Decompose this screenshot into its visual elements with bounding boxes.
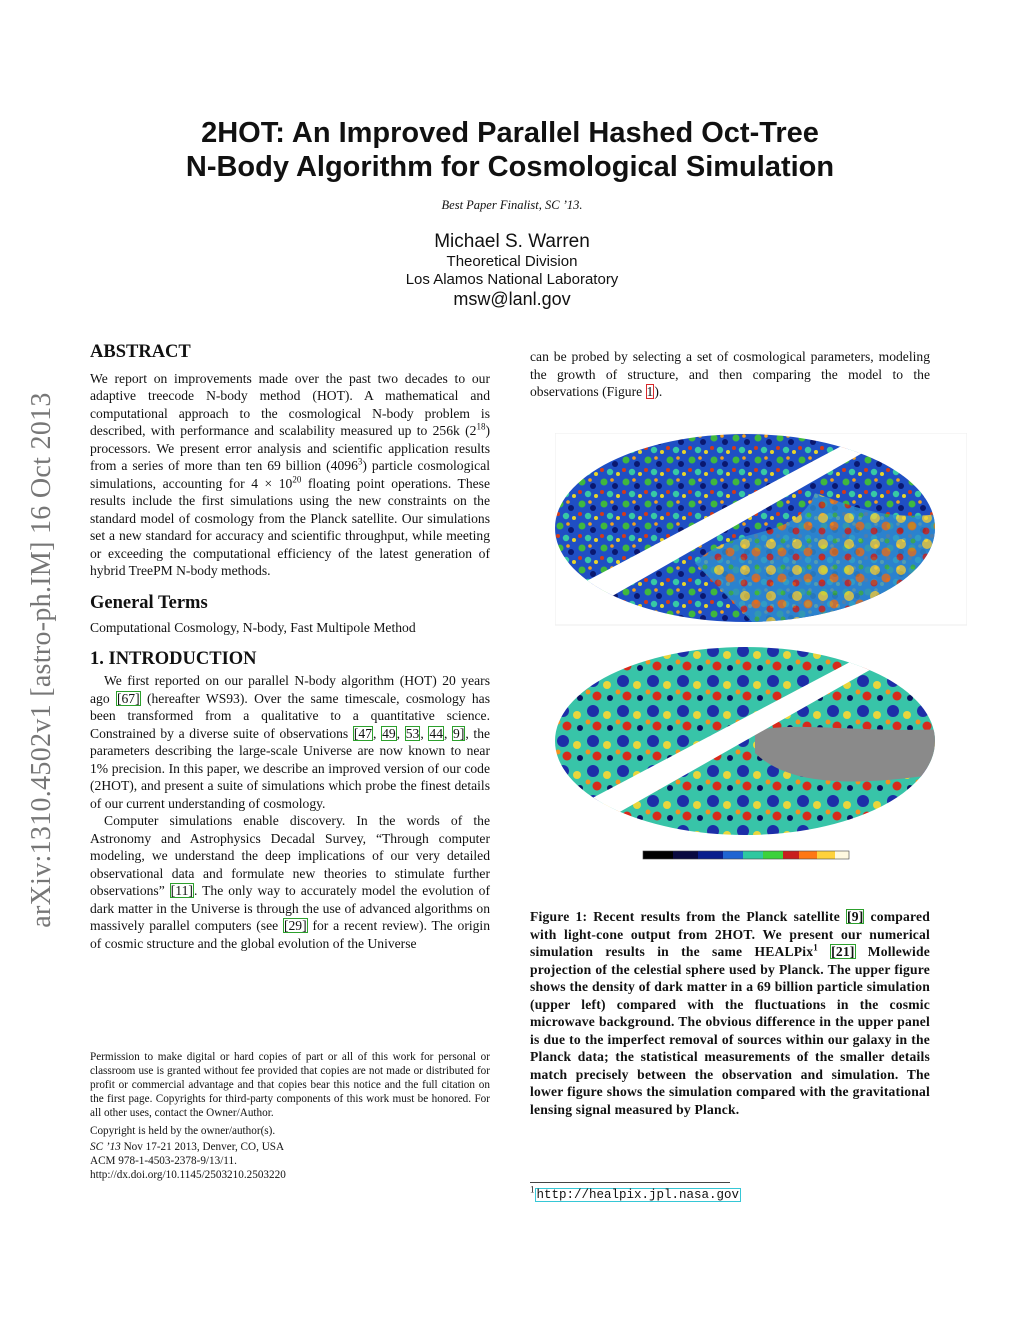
copyright-line: Copyright is held by the owner/author(s). (90, 1125, 276, 1137)
caption-citation-9[interactable]: [9] (847, 909, 864, 924)
intro-paragraph-1: We first reported on our parallel N-body algorithm (HOT) 20 years ago [67] (hereafter WS93). Over the same timescale, cosmology has been transformed from a qualitative to a quantitative science. Constrained by a diverse suite of observations [47, 49, 53, 44, 9], the parameters describing the large-scale Universe are now known to near 1% precision. In this paper, we describe an improved version of our code (2HOT), and present a suite of simulations which probe the finest details of our current understanding of cosmology. (90, 673, 491, 811)
author-lab: Los Alamos National Laboratory (405, 271, 619, 288)
abstract-heading: ABSTRACT (90, 342, 191, 362)
figure-1 (555, 433, 967, 863)
abstract-text: We report on improvements made over the past two decades to our adaptive treecode N-body method (HOT). A mathematical and computational approach to the cosmological N-body problem is described, with performance and scalability measured up to 256k $(2^{18})$ processors. We present error analysis and scientific application results from a series of more than ten 69 billion (4096$^3$) particle cosmological simulations, accounting for $4 \times 10^{20}$ floating point operations. These results include the first simulations using the new constraints on the standard model of cosmology from the Planck satellite. Our simulations set a new standard for accuracy and scientific throughput, while meeting or exceeding the computational efficiency of the latest generation of hybrid TreePM N-body methods. (90, 370, 491, 578)
footnote-mark: 1 (813, 942, 818, 953)
citation-9[interactable]: 9] (453, 725, 465, 741)
general-terms-text: Computational Cosmology, N-body, Fast Multipole Method (90, 620, 416, 635)
intro-paragraph-2: Computer simulations enable discovery. In the words of the Astronomy and Astrophysics Decadal Survey, “Through computer modeling, we understand the deep implications of our very detailed observational data and formulate new theories to stimulate further observations” [11]. The only way to accurately model the evolution of dark matter in the Universe is through the use of advanced algorithms on massively parallel computers (see [29] for a recent review). The origin of cosmic structure and the global evolution of the Universe (90, 813, 491, 951)
award-note: Best Paper Finalist, SC ’13. (441, 198, 583, 212)
intro-heading: 1. INTRODUCTION (90, 648, 257, 669)
citation-53[interactable]: 53 (405, 725, 420, 741)
doi-line[interactable]: http://dx.doi.org/10.1145/2503210.2503220 (90, 1169, 286, 1181)
citation-44[interactable]: 44 (429, 725, 443, 741)
colorbar (643, 851, 849, 859)
title-line-2: N-Body Algorithm for Cosmological Simulation (185, 151, 835, 183)
footnote-rule (530, 1182, 730, 1183)
arxiv-id: arXiv:1310.4502v1 [astro-ph.IM] 16 Oct 2013 (26, 392, 57, 928)
figure-1-caption: Figure 1: Recent results from the Planck satellite [9] compared with light-cone output from 2HOT. We present our numerical simulation results in the same HEALPix$^1$ [21] Mollewide projection of the celestial sphere used by Planck. The upper figure shows the density of dark matter in a 69 billion particle simulation (upper left) compared with the fluctuations in the cosmic microwave background. The obvious difference in the upper panel is due to the imperfect removal of sources within our galaxy in the Planck data; the statistical measurements of the smaller details match precisely between the observation and simulation. The lower figure shows the simulation compared with the gravitational lensing signal measured by Planck. (530, 909, 930, 1117)
author-division: Theoretical Division (446, 253, 578, 270)
caption-citation-21[interactable]: [21] (831, 944, 855, 959)
lensing-map (555, 633, 945, 843)
citation-49[interactable]: 49 (382, 725, 396, 741)
acm-line: ACM 978-1-4503-2378-9/13/11. (90, 1155, 237, 1167)
left-column (90, 344, 490, 952)
author-block (0, 230, 1024, 310)
footnote (530, 1186, 741, 1202)
arxiv-stamp (18, 340, 66, 980)
footnote-number: 1 (530, 1184, 535, 1195)
paper-title (120, 116, 900, 184)
footnote-url[interactable]: http://healpix.jpl.nasa.gov (536, 1188, 740, 1202)
author-email[interactable]: msw@lanl.gov (453, 289, 571, 309)
permission-text: Permission to make digital or hard copies of part or all of this work for personal or classroom use is granted without fee provided that copies are not made or distributed for profit or commercial advantage and that copies bear this notice and the full citation on the first page. Copyrights for third-party components of this work must be honored. For all other uses, contact the Owner/Author. (90, 1051, 490, 1119)
right-column-top (530, 348, 930, 401)
citation-47[interactable]: [47 (353, 725, 373, 741)
figure-1-link[interactable]: 1 (646, 384, 654, 399)
title-line-1: 2HOT: An Improved Parallel Hashed Oct-Tree (201, 117, 819, 149)
conference-line: SC ’13 Nov 17-21 2013, Denver, CO, USA (90, 1141, 285, 1153)
citation-11[interactable]: [11] (170, 883, 193, 898)
figure-1-graphic (555, 433, 967, 863)
general-terms-heading: General Terms (90, 592, 208, 613)
author-name: Michael S. Warren (434, 231, 590, 252)
right-intro-text: can be probed by selecting a set of cosmological parameters, modeling the growth of structure, and then comparing the model to the observations (Figure 1). (530, 349, 930, 399)
citation-29[interactable]: [29] (283, 918, 307, 933)
permission-block (90, 1050, 490, 1182)
citation-67[interactable]: [67] (116, 690, 140, 706)
